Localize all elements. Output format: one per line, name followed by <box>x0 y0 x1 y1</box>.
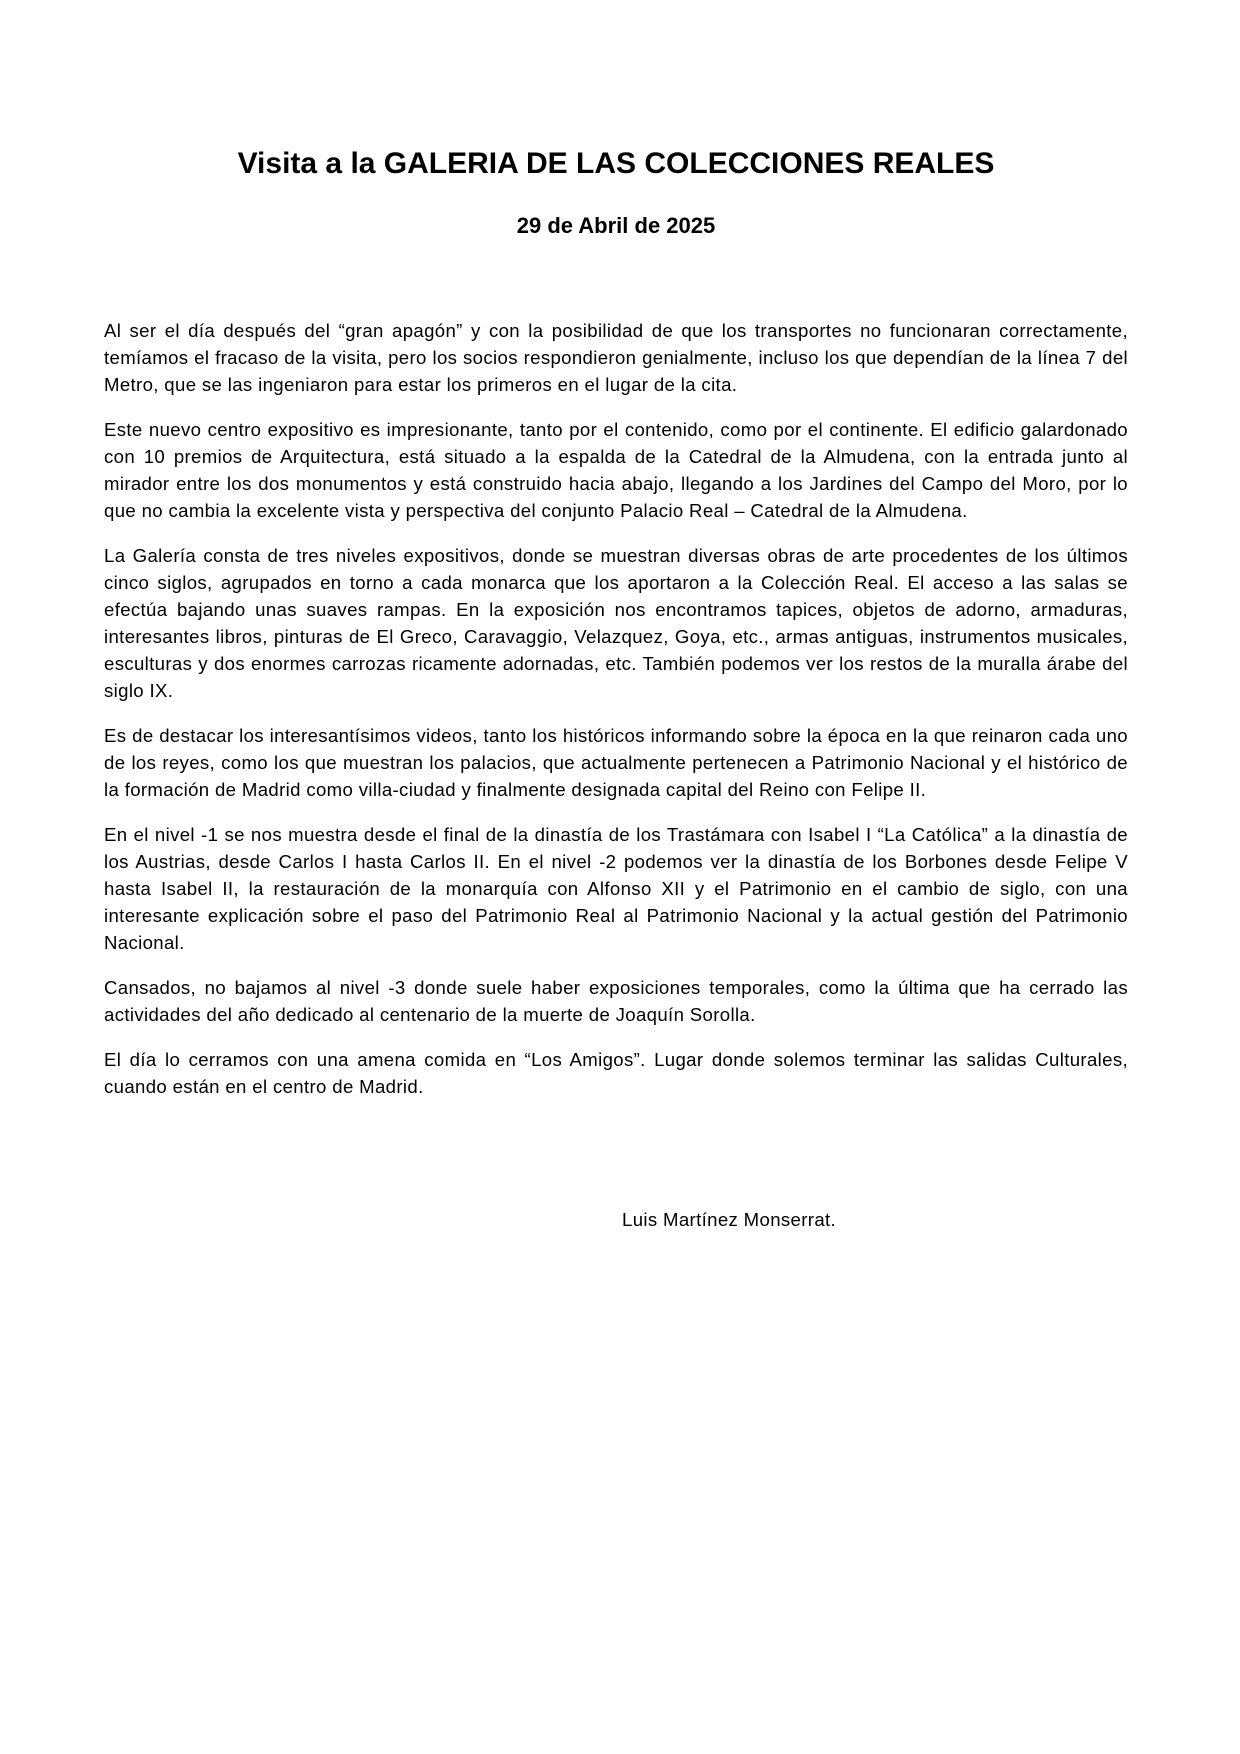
paragraph: Este nuevo centro expositivo es impresionante, tanto por el contenido, como por el continente. El edificio galardonado con 10 premios de Arquitectura, está situado a la espalda de la Catedral de la Almudena, con la entrada junto al mirador entre los dos monumentos y está construido hacia abajo, llegando a los Jardines del Campo del Moro, por lo que no cambia la excelente vista y perspectiva del conjunto Palacio Real – Catedral de la Almudena. <box>104 419 1128 521</box>
paragraph: El día lo cerramos con una amena comida en “Los Amigos”. Lugar donde solemos terminar las salidas Culturales, cuando están en el centro de Madrid. <box>104 1049 1128 1097</box>
author-signature: Luis Martínez Monserrat. <box>622 1209 837 1230</box>
document-date: 29 de Abril de 2025 <box>516 213 716 238</box>
paragraph: La Galería consta de tres niveles expositivos, donde se muestran diversas obras de arte procedentes de los últimos cinco siglos, agrupados en torno a cada monarca que los aportaron a la Colección Real. El acceso a las salas se efectúa bajando unas suaves rampas. En la exposición nos encontramos tapices, objetos de adorno, armaduras, interesantes libros, pinturas de El Greco, Caravaggio, Velazquez, Goya, etc., armas antiguas, instrumentos musicales, esculturas y dos enormes carrozas ricamente adornadas, etc. También podemos ver los restos de la muralla árabe del siglo IX. <box>104 545 1128 701</box>
document-title: Visita a la GALERIA DE LAS COLECCIONES REALES <box>237 147 995 180</box>
paragraph: Al ser el día después del “gran apagón” y con la posibilidad de que los transportes no funcionaran correctamente, temíamos el fracaso de la visita, pero los socios respondieron genialmente, incluso los que dependían de la línea 7 del Metro, que se las ingeniaron para estar los primeros en el lugar de la cita. <box>104 320 1128 395</box>
document-body <box>104 317 1128 1118</box>
paragraph: Cansados, no bajamos al nivel -3 donde suele haber exposiciones temporales, como la última que ha cerrado las actividades del año dedicado al centenario de la muerte de Joaquín Sorolla. <box>104 977 1128 1025</box>
paragraph: En el nivel -1 se nos muestra desde el final de la dinastía de los Trastámara con Isabel I “La Católica” a la dinastía de los Austrias, desde Carlos I hasta Carlos II. En el nivel -2 podemos ver la dinastía de los Borbones desde Felipe V hasta Isabel II, la restauración de la monarquía con Alfonso XII y el Patrimonio en el cambio de siglo, con una interesante explicación sobre el paso del Patrimonio Real al Patrimonio Nacional y la actual gestión del Patrimonio Nacional. <box>104 824 1128 953</box>
paragraph: Es de destacar los interesantísimos videos, tanto los históricos informando sobre la época en la que reinaron cada uno de los reyes, como los que muestran los palacios, que actualmente pertenecen a Patrimonio Nacional y el histórico de la formación de Madrid como villa-ciudad y finalmente designada capital del Reino con Felipe II. <box>104 725 1128 800</box>
